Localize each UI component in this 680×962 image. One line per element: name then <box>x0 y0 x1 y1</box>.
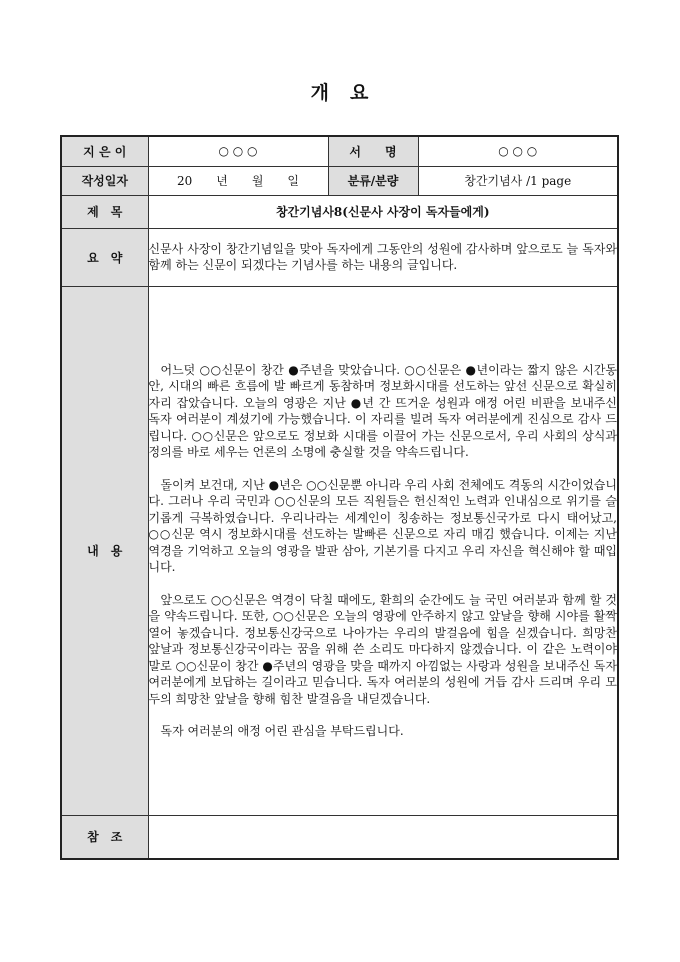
content-body <box>148 286 618 815</box>
author-value: ○ ○ ○ <box>148 136 328 166</box>
reference-value <box>148 815 618 859</box>
summary-form-table <box>60 135 619 860</box>
subject-row <box>61 195 618 228</box>
subject-label: 제 목 <box>61 195 148 228</box>
document-title: 개 요 <box>310 82 370 104</box>
content-paragraph-4: 독자 여러분의 애정 어린 관심을 부탁드립니다. <box>160 724 404 738</box>
signature-label: 서 명 <box>328 136 418 166</box>
content-paragraph-1: 어느덧 ○○신문이 창간 ●주년을 맞았습니다. ○○신문은 ●년이라는 짧지 않은 시간동안, 시대의 빠른 흐름에 발 빠르게 동참하며 정보화시대를 선도하는 앞선 신문으로 확실히 자리 잡았습니다. 오늘의 영광은 지난 ●년 간 뜨거운 성원과 애정 어린 비판을 보내주신 독자 여러분이 계셨기에 가능했습니다. 이 자리를 빌려 독자 여러분에게 진심으로 감사 드립니다. ○○신문은 앞으로도 정보화 시대를 이끌어 가는 신문으로서, 우리 사회의 상식과 정의를 바로 세우는 언론의 소명에 충실할 것을 약속드립니다. <box>148 362 617 459</box>
content-paragraph-3: 앞으로도 ○○신문은 역경이 닥칠 때에도, 환희의 순간에도 늘 국민 여러분과 함께 할 것을 약속드립니다. 또한, ○○신문은 오늘의 영광에 안주하지 않고 앞날을 향해 시야를 활짝 열어 놓겠습니다. 정보통신강국으로 나아가는 우리의 발걸음에 힘을 싣겠습니다. 희망찬 앞날과 정보통신강국이라는 꿈을 위해 쓴 소리도 마다하지 않겠습니다. 이 같은 노력이야말로 ○○신문이 창간 ●주년의 영광을 맞을 때까지 아낌없는 사랑과 성원을 보내주신 독자 여러분에게 보답하는 길이라고 믿습니다. 독자 여러분의 성원에 거듭 감사 드리며 우리 모두의 희망찬 앞날을 향해 힘찬 발걸음을 내딛겠습니다. <box>148 592 617 706</box>
summary-value: 신문사 사장이 창간기념일을 맞아 독자에게 그동안의 성원에 감사하며 앞으로도 늘 독자와 함께 하는 신문이 되겠다는 기념사를 하는 내용의 글입니다. <box>148 228 618 286</box>
content-label: 내 용 <box>61 286 148 815</box>
category-label: 분류/분량 <box>328 166 418 195</box>
author-label: 지 은 이 <box>61 136 148 166</box>
signature-value: ○ ○ ○ <box>418 136 618 166</box>
summary-row <box>61 228 618 286</box>
date-row <box>61 166 618 195</box>
content-row <box>61 286 618 815</box>
summary-label: 요 약 <box>61 228 148 286</box>
author-row <box>61 136 618 166</box>
content-paragraph-2: 돌이켜 보건대, 지난 ●년은 ○○신문뿐 아니라 우리 사회 전체에도 격동의 시간이었습니다. 그러나 우리 국민과 ○○신문의 모든 직원들은 헌신적인 노력과 인내심으로 위기를 슬기롭게 극복하였습니다. 우리나라는 세계인이 칭송하는 정보통신국가로 다시 태어났고, ○○신문 역시 정보화시대를 선도하는 발빠른 신문으로 자리 매김 했습니다. 이제는 지난 역경을 기억하고 오늘의 영광을 발판 삼아, 기본기를 다지고 우리 자신을 혁신해야 할 때입니다. <box>148 477 617 574</box>
reference-label: 참 조 <box>61 815 148 859</box>
date-label: 작성일자 <box>61 166 148 195</box>
subject-value: 창간기념사8(신문사 사장이 독자들에게) <box>148 195 618 228</box>
reference-row <box>61 815 618 859</box>
category-value: 창간기념사 /1 page <box>418 166 618 195</box>
date-value: 20 년 월 일 <box>148 166 328 195</box>
